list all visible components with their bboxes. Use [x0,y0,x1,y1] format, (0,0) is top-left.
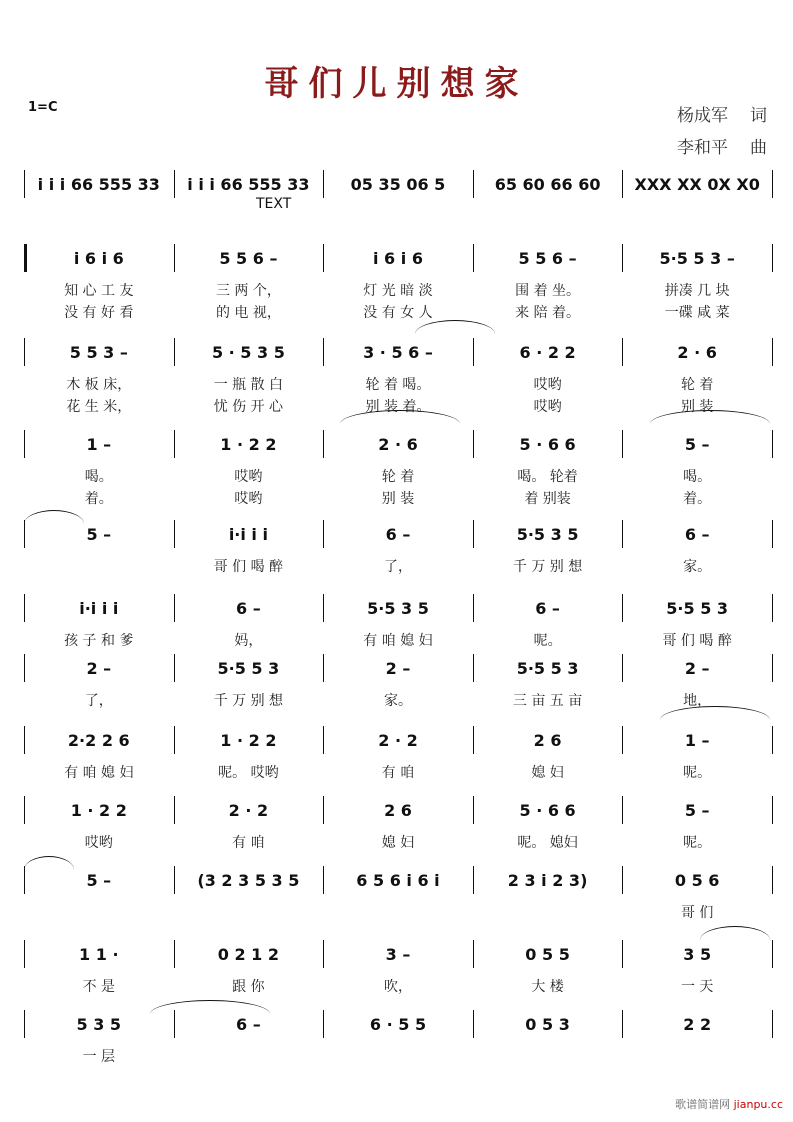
barline [24,866,25,894]
barline [323,726,324,754]
barline [772,654,773,682]
lyric-cell: 有 咱 [232,835,265,851]
barline [622,940,623,968]
measure: 5 – [684,800,710,820]
measure: 2 2 [683,1014,712,1034]
lyric-cell [24,902,174,922]
lyric-cell: 哎哟 [234,491,263,507]
barline [323,654,324,682]
barline [323,940,324,968]
slur-mark [700,926,770,940]
measure: i 6 i 6 [373,248,423,268]
barline [174,520,175,548]
lyric-cell: 哥 们 [680,905,714,921]
measure: 65 60 66 60 [494,174,601,194]
notes-row [24,338,772,366]
lyric-cell [473,902,623,922]
barline [622,244,623,272]
barline [622,726,623,754]
measure: 6 · 5 5 [369,1014,427,1034]
barline [24,940,25,968]
barline [473,796,474,824]
lyric-cell: 忧 伤 开 心 [213,399,284,415]
slur-mark [24,856,74,870]
barline [772,430,773,458]
notes-row [24,170,772,198]
measure: 05 35 06 5 [350,174,446,194]
lyric-cell: 千 万 别 想 [213,693,284,709]
measure: 2 6 [384,800,412,820]
lyricist-credit [677,101,767,126]
lyric-cell: 妈， [234,633,263,649]
slur-mark [415,320,495,334]
barline [323,170,324,198]
barline [622,170,623,198]
lyric-line [24,902,772,922]
notes-row [24,726,772,754]
barline [174,244,175,272]
measure: 5 – [86,524,112,544]
barline [24,170,25,198]
measure: i·i i i [79,598,119,618]
notes-row [24,520,772,548]
notes-row [24,796,772,824]
key-signature: 1=C [28,100,58,115]
lyric-cell [174,1046,324,1066]
barline [323,244,324,272]
barline [772,796,773,824]
lyric-cell: 喝。 [683,469,712,485]
lyric-cell: 别 装 [680,399,714,415]
barline [323,866,324,894]
measure: 2·2 2 6 [67,730,130,750]
barline [473,594,474,622]
barline [323,430,324,458]
measure: 2 · 2 [228,800,269,820]
barline [323,520,324,548]
lyric-line [24,374,772,394]
barline [473,1010,474,1038]
measure: 5 5 3 – [69,342,128,362]
barline [24,726,25,754]
barline [622,1010,623,1038]
lyric-cell: 一 瓶 散 白 [213,377,284,393]
lyric-cell: 大 楼 [531,979,564,995]
barline [622,866,623,894]
measure: 2 – [86,658,112,678]
measure: 6 – [684,524,710,544]
measure: i 6 i 6 [73,248,124,268]
barline [24,430,25,458]
barline [24,520,25,548]
lyric-line [24,488,772,508]
measure: 6 · 2 2 [519,342,576,362]
lyric-cell: 孩 子 和 爹 [64,633,134,649]
measure: 5·5 5 3 [217,658,280,678]
lyric-cell: 没 有 好 看 [64,305,134,321]
barline [323,594,324,622]
measure: 6 – [535,598,560,618]
lyric-line [24,762,772,782]
measure: 6 – [385,524,411,544]
barline [174,338,175,366]
lyric-line [24,466,772,486]
lyric-cell: 一 天 [680,979,714,995]
lyric-cell: 有 咱 媳 妇 [363,633,433,649]
text-tag: TEXT [256,196,292,212]
barline [622,520,623,548]
lyric-cell: 跟 你 [232,979,265,995]
lyric-line [24,302,772,322]
lyric-cell: 哎哟 [533,399,562,415]
lyric-cell: 喝。 轮着 [517,469,578,485]
lyric-cell: 花 生 米， [66,399,132,415]
barline [174,594,175,622]
measure: 5 – [86,870,112,890]
measure: 5·5 3 5 [367,598,429,618]
notes-row [24,430,772,458]
barline [24,1010,25,1038]
lyric-cell: 来 陪 着。 [515,305,581,321]
notes-row [24,1010,772,1038]
lyric-cell: 家。 [383,693,412,709]
measure: 5 5 6 – [518,248,577,268]
measure: 2 – [684,658,710,678]
lyric-cell [473,1046,623,1066]
barline [174,726,175,754]
song-title: 哥们儿别想家 [264,64,529,104]
lyric-cell: 不 是 [82,979,116,995]
lyric-line [24,630,772,650]
lyric-cell: 了， [383,559,412,575]
lyric-cell: 轮 着 [680,377,714,393]
notes-row [24,244,772,272]
lyric-cell [323,902,473,922]
lyric-cell: 的 电 视， [215,305,281,321]
slur-mark [24,510,84,524]
barline [174,940,175,968]
measure: 2 · 6 [677,342,717,362]
lyric-cell [174,902,324,922]
barline [174,866,175,894]
notes-row [24,594,772,622]
measure: 5·5 5 3 – [659,248,735,268]
lyric-line [24,690,772,710]
lyric-cell: 呢。 媳妇 [517,835,578,851]
lyric-cell: 哎哟 [84,835,113,851]
barline [323,796,324,824]
barline [24,654,25,682]
measure: 5 · 5 3 5 [211,342,285,362]
lyric-line [24,556,772,576]
lyric-cell: 有 咱 媳 妇 [64,765,134,781]
barline [24,594,25,622]
measure: 5·5 5 3 [666,598,729,618]
measure: 3 · 5 6 – [363,342,433,362]
barline [473,726,474,754]
lyric-cell: 没 有 女 人 [363,305,433,321]
barline [473,430,474,458]
measure: i i i 66 555 33 [37,174,160,194]
measure: 0 5 3 [525,1014,570,1034]
barline [772,244,773,272]
measure: 6 – [236,598,261,618]
measure: 5·5 5 3 [516,658,579,678]
lyric-cell: 呢。 [683,765,712,781]
notes-row [24,654,772,682]
barline [622,594,623,622]
measure: 5 · 6 6 [519,434,576,454]
measure: i·i i i [228,524,268,544]
barline [24,244,27,272]
lyric-cell: 三 两 个， [215,283,281,299]
barline [772,520,773,548]
lyric-cell: 哎哟 [234,469,263,485]
lyric-cell: 家。 [683,559,712,575]
barline [24,796,25,824]
measure: 5 – [684,434,710,454]
watermark-site-url: jianpu.cc [733,1098,783,1111]
lyric-cell: 媳 妇 [381,835,415,851]
barline [323,1010,324,1038]
barline [174,430,175,458]
measure: 5 3 5 [76,1014,122,1034]
barline [174,796,175,824]
measure: 2 · 2 [378,730,418,750]
measure: 5 · 6 6 [519,800,576,820]
barline [473,170,474,198]
measure: 2 3 i 2 3) [507,870,588,890]
composer-credit [677,133,767,158]
barline [473,244,474,272]
measure: 0 5 5 [525,944,570,964]
measure: 2 6 [533,730,562,750]
measure: 1 – [86,434,112,454]
lyric-cell: 木 板 床， [66,377,132,393]
lyric-line [24,280,772,300]
lyric-cell [622,1046,772,1066]
slur-mark [150,1000,270,1014]
lyric-line [24,832,772,852]
barline [24,338,25,366]
barline [772,866,773,894]
barline [473,654,474,682]
lyric-cell: 了， [84,693,113,709]
barline [473,520,474,548]
lyric-cell: 地， [683,693,712,709]
composer-role: 曲 [750,138,767,158]
barline [473,338,474,366]
measure: 6 5 6 i 6 i [356,870,440,890]
notes-row [24,866,772,894]
barline [772,594,773,622]
lyric-cell: 别 装 着。 [365,399,431,415]
measure: (3 2 3 5 3 5 [197,870,300,890]
lyric-cell: 着。 [84,491,113,507]
notes-row [24,940,772,968]
measure: 5 5 6 – [219,248,278,268]
lyric-cell: 拼凑 几 块 [664,283,730,299]
barline [174,1010,175,1038]
lyric-cell: 哥 们 喝 醉 [213,559,284,575]
measure: 2 – [385,658,411,678]
composer-name: 李和平 [677,138,728,158]
measure: 1 · 2 2 [220,730,277,750]
measure: 1 · 2 2 [220,434,277,454]
lyricist-name: 杨成军 [677,106,728,126]
barline [772,338,773,366]
watermark [675,1096,783,1112]
measure: 3 – [385,944,411,964]
lyric-cell: 三 亩 五 亩 [512,693,583,709]
lyric-cell: 有 咱 [381,765,415,781]
measure: 2 · 6 [378,434,418,454]
watermark-site-cn: 歌谱简谱网 [675,1098,731,1111]
barline [772,940,773,968]
measure: XXX XX 0X X0 [634,174,760,194]
measure: 0 5 6 [674,870,720,890]
barline [622,430,623,458]
barline [622,796,623,824]
barline [622,654,623,682]
lyric-line [24,1046,772,1066]
barline [174,170,175,198]
barline [323,338,324,366]
lyric-cell: 喝。 [84,469,113,485]
lyric-cell: 呢。 [533,633,562,649]
lyric-cell: 灯 光 暗 淡 [363,283,433,299]
barline [772,170,773,198]
barline [473,940,474,968]
lyric-cell: 轮 着 喝。 [365,377,431,393]
measure: 6 – [236,1014,261,1034]
measure: 0 2 1 2 [217,944,280,964]
barline [772,726,773,754]
lyric-cell: 媳 妇 [531,765,564,781]
lyric-cell: 哥 们 喝 醉 [662,633,732,649]
measure: i i i 66 555 33 [187,174,310,194]
measure: 3 5 [683,944,712,964]
lyric-cell: 知 心 工 友 [64,283,134,299]
lyric-cell: 哎哟 [533,377,562,393]
measure: 5·5 3 5 [516,524,579,544]
lyric-cell: 一碟 咸 菜 [664,305,730,321]
lyric-cell: 轮 着 [381,469,415,485]
lyricist-role: 词 [750,106,767,126]
barline [174,654,175,682]
measure: 1 1 · [79,944,119,964]
lyric-cell: 呢。 哎哟 [218,765,279,781]
lyric-cell [323,1046,473,1066]
measure: 1 – [684,730,710,750]
lyric-cell: 吹， [383,979,412,995]
lyric-line [24,976,772,996]
lyric-cell: 别 装 [381,491,415,507]
lyric-cell: 着 别装 [524,491,571,507]
lyric-cell: 着。 [683,491,712,507]
barline [622,338,623,366]
barline [772,1010,773,1038]
lyric-cell [24,556,174,576]
measure: 1 · 2 2 [70,800,127,820]
barline [473,866,474,894]
lyric-cell: 呢。 [683,835,712,851]
lyric-cell: 围 着 坐。 [515,283,581,299]
lyric-cell: 千 万 别 想 [512,559,583,575]
lyric-cell: 一 层 [82,1049,116,1065]
